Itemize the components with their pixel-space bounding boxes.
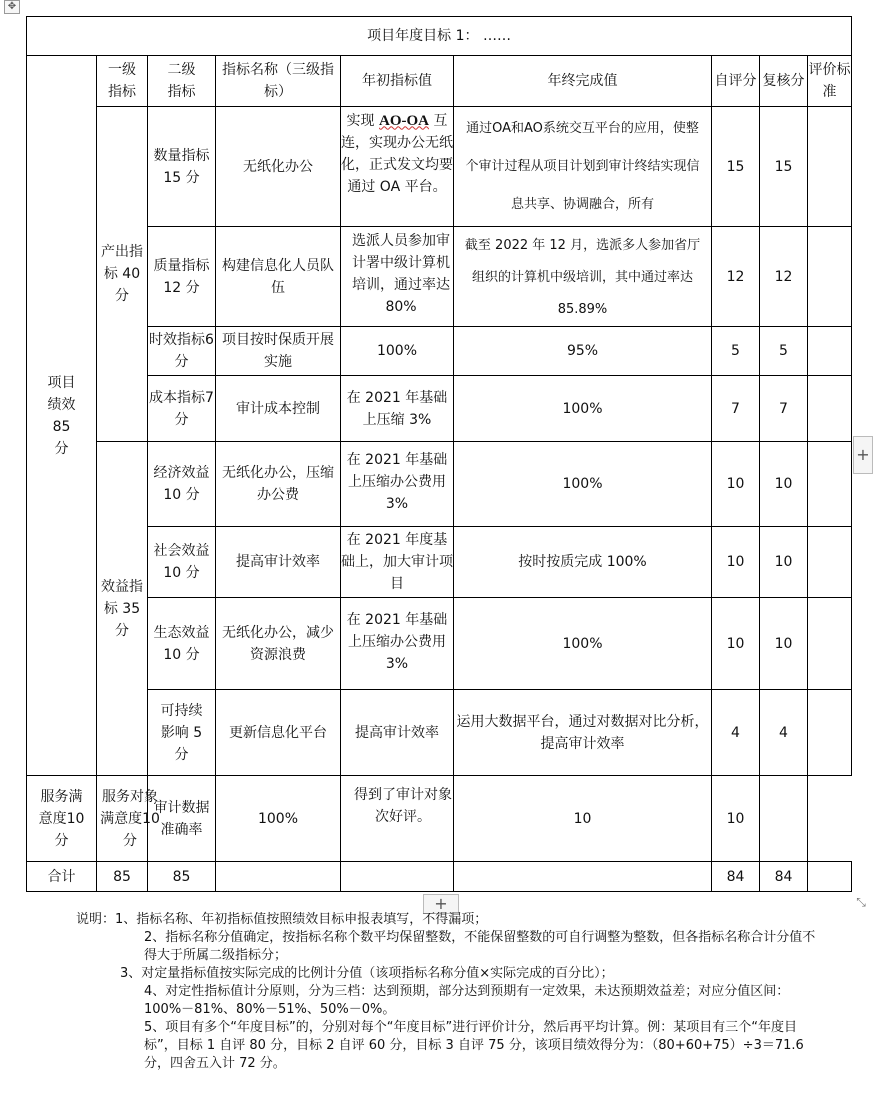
group-benefit: 效益指标 35 分 xyxy=(97,442,148,776)
row-criteria xyxy=(808,527,852,598)
row-self-score: 5 xyxy=(712,327,760,376)
row-level3: 无纸化办公 xyxy=(216,107,341,227)
row-self-score: 4 xyxy=(712,690,760,776)
row-criteria xyxy=(808,376,852,442)
row-level3: 构建信息化人员队伍 xyxy=(216,227,341,327)
row-final: 100% xyxy=(454,442,712,527)
row-review-score: 7 xyxy=(760,376,808,442)
add-row-plus-icon[interactable]: + xyxy=(423,894,459,914)
row-final: 100% xyxy=(454,376,712,442)
row-review-score: 10 xyxy=(760,527,808,598)
row-final: 运用大数据平台，通过对数据对比分析，提高审计效率 xyxy=(454,690,712,776)
row-criteria xyxy=(808,107,852,227)
row-final: 通过OA和AO系统交互平台的应用，使整个审计过程从项目计划到审计终结实现信息共享、协调融合，所有 xyxy=(454,107,712,227)
resize-icon[interactable]: ⤡ xyxy=(856,895,866,909)
row-level2: 社会效益10 分 xyxy=(148,527,216,598)
row-final: 95% xyxy=(454,327,712,376)
row-level2: 质量指标12 分 xyxy=(148,227,216,327)
goal-title: 项目年度目标 1： …… xyxy=(27,17,852,56)
row-initial: 100% xyxy=(216,776,341,862)
row-initial: 100% xyxy=(341,327,454,376)
row-level3: 项目按时保质开展实施 xyxy=(216,327,341,376)
row-criteria xyxy=(808,442,852,527)
row-initial: 在 2021 年基础上压缩 3% xyxy=(341,376,454,442)
row-level3: 无纸化办公，减少资源浪费 xyxy=(216,598,341,690)
performance-table xyxy=(26,16,852,892)
row-self-score: 7 xyxy=(712,376,760,442)
header-self: 自评分 xyxy=(712,56,760,107)
project-performance-label: 项目绩效85 分 xyxy=(27,56,97,776)
row-review-score: 10 xyxy=(760,442,808,527)
total-level1: 85 xyxy=(97,862,148,892)
row-level3: 更新信息化平台 xyxy=(216,690,341,776)
add-column-plus-icon[interactable]: + xyxy=(853,436,873,474)
row-level2: 时效指标6 分 xyxy=(148,327,216,376)
row-level3: 审计成本控制 xyxy=(216,376,341,442)
move-handle-icon[interactable]: ✥ xyxy=(4,0,20,14)
header-level3: 指标名称（三级指标） xyxy=(216,56,341,107)
row-initial: 选派人员参加审计署中级计算机培训，通过率达 80% xyxy=(341,227,454,327)
note-1: 说明：1、指标名称、年初指标值按照绩效目标申报表填写，不得漏项； xyxy=(76,912,488,927)
group-service: 服务满意度10 分 xyxy=(27,776,97,862)
row-initial: 实现 AO-OA 互连，实现办公无纸化，正式发文均要通过 OA 平台。 xyxy=(341,107,454,227)
row-criteria xyxy=(808,690,852,776)
row-review-score: 5 xyxy=(760,327,808,376)
row-self-score: 10 xyxy=(454,776,712,862)
note-5: 5、项目有多个“年度目标”的，分别对每个“年度目标”进行评价计分，然后再平均计算。例：某项目有三个“年度目标”，目标 1 自评 80 分，目标 2 自评 60 分，目标 3 自评 75 分，该项目绩效得分为：（80+60+75）÷3＝71.6 分，四舍五入计 72 分。 xyxy=(144,1020,804,1071)
header-final: 年终完成值 xyxy=(454,56,712,107)
total-level2: 85 xyxy=(148,862,216,892)
header-criteria: 评价标准 xyxy=(808,56,852,107)
row-level2: 可持续影响 5 分 xyxy=(148,690,216,776)
group-output: 产出指标 40 分 xyxy=(97,107,148,442)
row-level2: 生态效益10 分 xyxy=(148,598,216,690)
total-review-score: 84 xyxy=(760,862,808,892)
note-3: 3、对定量指标值按实际完成的比例计分值（该项指标名称分值×实际完成的百分比）； xyxy=(120,966,614,981)
row-level2: 成本指标7 分 xyxy=(148,376,216,442)
row-review-score: 10 xyxy=(712,776,760,862)
note-2: 2、指标名称分值确定，按指标名称个数平均保留整数，不能保留整数的可自行调整为整数，但各指标名称合计分值不得大于所属二级指标分； xyxy=(144,930,816,963)
row-level3: 提高审计效率 xyxy=(216,527,341,598)
row-self-score: 12 xyxy=(712,227,760,327)
row-final: 截至 2022 年 12 月，选派多人参加省厅组织的计算机中级培训，其中通过率达 85.89% xyxy=(454,227,712,327)
header-level2: 二级指标 xyxy=(148,56,216,107)
row-self-score: 15 xyxy=(712,107,760,227)
row-initial: 提高审计效率 xyxy=(341,690,454,776)
row-review-score: 10 xyxy=(760,598,808,690)
row-self-score: 10 xyxy=(712,527,760,598)
notes xyxy=(76,911,816,1073)
header-level1: 一级指标 xyxy=(97,56,148,107)
header-review: 复核分 xyxy=(760,56,808,107)
total-label: 合计 xyxy=(27,862,97,892)
row-initial: 在 2021 年度基础上，加大审计项目 xyxy=(341,527,454,598)
row-initial: 在 2021 年基础上压缩办公费用3% xyxy=(341,598,454,690)
row-final: 100% xyxy=(454,598,712,690)
row-criteria xyxy=(808,227,852,327)
row-level3: 审计数据准确率 xyxy=(148,776,216,862)
row-level2: 服务对象满意度10 分 xyxy=(97,776,148,862)
row-review-score: 4 xyxy=(760,690,808,776)
row-self-score: 10 xyxy=(712,598,760,690)
row-final: 按时按质完成 100% xyxy=(454,527,712,598)
row-criteria xyxy=(760,776,808,862)
row-criteria xyxy=(808,327,852,376)
note-4: 4、对定性指标值计分原则，分为三档：达到预期，部分达到预期有一定效果，未达预期效益差；对应分值区间：100%－81%、80%－51%、50%－0%。 xyxy=(144,984,790,1017)
row-review-score: 12 xyxy=(760,227,808,327)
row-initial: 在 2021 年基础上压缩办公费用3% xyxy=(341,442,454,527)
total-self-score: 84 xyxy=(712,862,760,892)
row-level2: 数量指标15 分 xyxy=(148,107,216,227)
row-review-score: 15 xyxy=(760,107,808,227)
row-criteria xyxy=(808,598,852,690)
row-level3: 无纸化办公，压缩办公费 xyxy=(216,442,341,527)
header-initial: 年初指标值 xyxy=(341,56,454,107)
row-level2: 经济效益10 分 xyxy=(148,442,216,527)
row-final: 得到了审计对象次好评。 xyxy=(341,776,454,862)
row-self-score: 10 xyxy=(712,442,760,527)
